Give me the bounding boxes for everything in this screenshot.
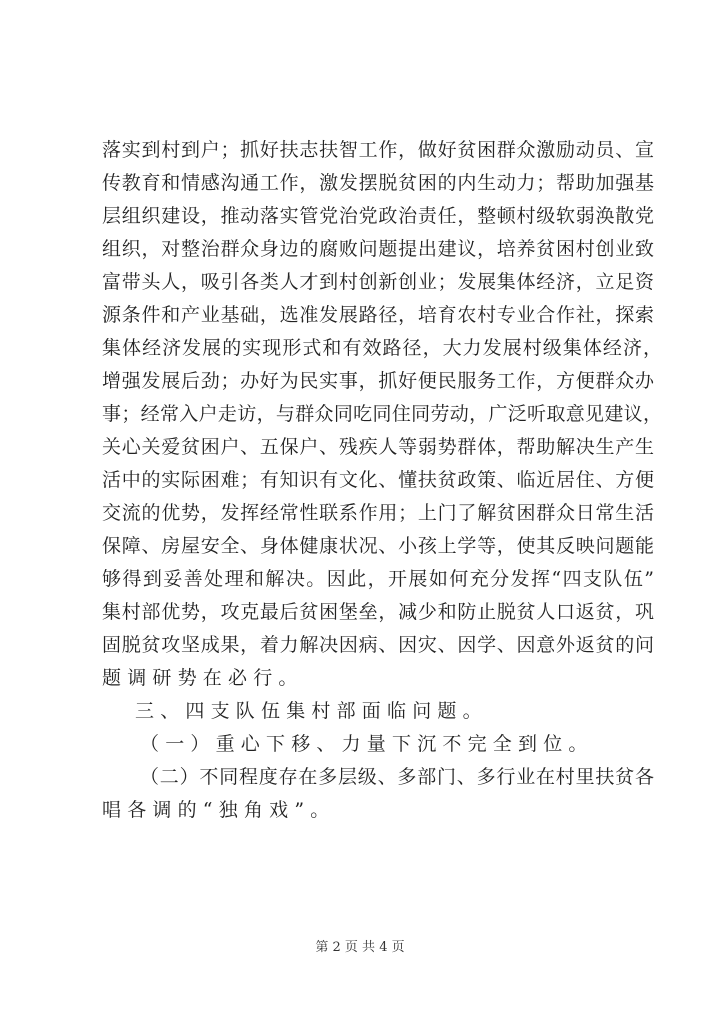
body-line: 保障、房屋安全、身体健康状况、小孩上学等，使其反映问题能	[102, 535, 654, 557]
body-line: 层组织建设，推动落实管党治党政治责任，整顿村级软弱涣散党	[102, 205, 654, 227]
list-item: （二）不同程度存在多层级、多部门、多行业在村里扶贫各	[140, 766, 654, 788]
body-line: 富带头人，吸引各类人才到村创新创业；发展集体经济，立足资	[102, 271, 654, 293]
body-line: 交流的优势，发挥经常性联系作用；上门了解贫困群众日常生活	[102, 502, 654, 524]
body-line: 固脱贫攻坚成果，着力解决因病、因灾、因学、因意外返贫的问	[102, 634, 654, 656]
list-item-continuation: 唱各调的“独角戏”。	[102, 799, 336, 821]
body-line: 源条件和产业基础，选准发展路径，培育农村专业合作社，探索	[102, 304, 654, 326]
body-line: 落实到村到户；抓好扶志扶智工作，做好贫困群众激励动员、宣	[102, 139, 654, 161]
body-line: 集体经济发展的实现形式和有效路径，大力发展村级集体经济，	[102, 337, 662, 359]
section-heading: 三、四支队伍集村部面临问题。	[135, 700, 488, 722]
page-number: 第 2 页 共 4 页	[315, 940, 405, 955]
body-line: 够得到妥善处理和解决。因此，开展如何充分发挥“四支队伍”	[102, 568, 654, 590]
body-line: 关心关爱贫困户、五保户、残疾人等弱势群体，帮助解决生产生	[102, 436, 654, 458]
body-line: 题调研势在必行。	[102, 667, 304, 689]
body-line: 活中的实际困难；有知识有文化、懂扶贫政策、临近居住、方便	[102, 469, 654, 491]
body-line: 事；经常入户走访，与群众同吃同住同劳动，广泛听取意见建议，	[102, 403, 662, 425]
body-line: 增强发展后劲；办好为民实事，抓好便民服务工作，方便群众办	[102, 370, 654, 392]
body-line: 传教育和情感沟通工作，激发摆脱贫困的内生动力；帮助加强基	[102, 172, 654, 194]
body-line: 组织，对整治群众身边的腐败问题提出建议，培养贫困村创业致	[102, 238, 654, 260]
body-line: 集村部优势，攻克最后贫困堡垒，减少和防止脱贫人口返贫，巩	[102, 601, 654, 623]
list-item: （一）重心下移、力量下沉不完全到位。	[140, 733, 594, 755]
